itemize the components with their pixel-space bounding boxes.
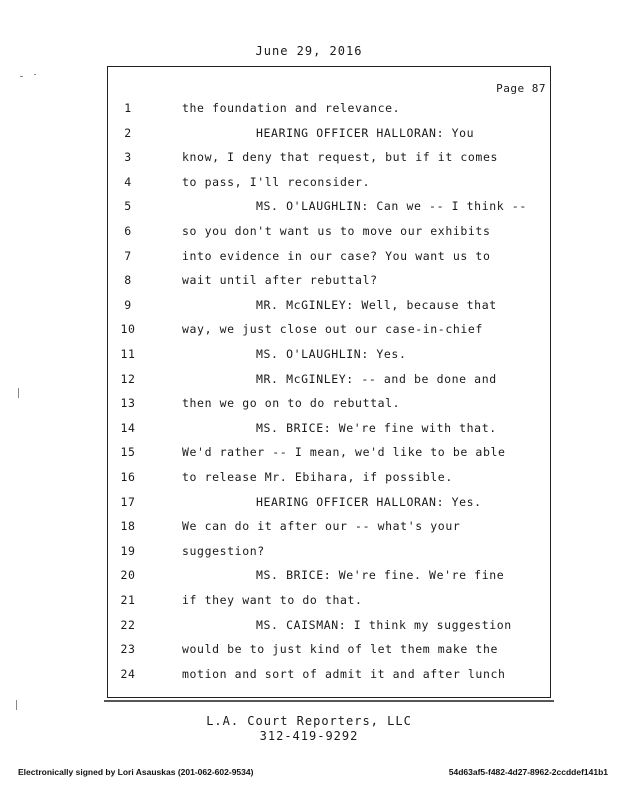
line-number: 3: [124, 150, 132, 165]
line-text: if they want to do that.: [182, 593, 363, 607]
transcript-line: [110, 199, 550, 223]
footer: [0, 714, 618, 744]
line-number: 13: [120, 396, 136, 411]
line-text: MR. McGINLEY: Well, because that: [256, 297, 497, 312]
header-date: June 29, 2016: [255, 44, 363, 58]
line-text: suggestion?: [182, 543, 265, 558]
line-number: 4: [124, 174, 132, 189]
transcript-line: [110, 642, 550, 666]
line-number: 9: [124, 297, 132, 312]
line-number: 6: [124, 224, 132, 238]
line-text: to release Mr. Ebihara, if possible.: [182, 470, 453, 484]
line-text: the foundation and relevance.: [182, 101, 401, 115]
transcript-line: [110, 470, 550, 494]
transcript-line: [110, 421, 550, 445]
transcript-line: [110, 593, 550, 617]
footer-company: L.A. Court Reporters, LLC: [206, 714, 412, 728]
transcript-line: [110, 224, 550, 248]
line-text: then we go on to do rebuttal.: [182, 396, 401, 411]
transcript-line: [110, 322, 550, 346]
line-number: 5: [124, 199, 132, 214]
line-number: 17: [120, 494, 136, 509]
transcript-line: [110, 273, 550, 297]
document-id: 54d63af5-f482-4d27-8962-2ccddef141b1: [448, 767, 608, 777]
line-text: MR. McGINLEY: -- and be done and: [256, 371, 497, 386]
line-number: 23: [120, 642, 136, 657]
line-text: so you don't want us to move our exhibits: [182, 224, 491, 238]
scan-speck: [16, 700, 17, 710]
line-text: would be to just kind of let them make the: [182, 642, 498, 657]
line-number: 24: [120, 666, 136, 681]
line-number: 10: [120, 322, 136, 337]
line-number: 15: [120, 445, 136, 460]
transcript-line: [110, 519, 550, 543]
line-text: MS. O'LAUGHLIN: Yes.: [256, 347, 407, 361]
line-number: 16: [120, 470, 136, 484]
transcript-line: [110, 249, 550, 273]
line-text: way, we just close out our case-in-chief: [182, 322, 483, 337]
transcript-line: [110, 126, 550, 150]
line-number: 8: [124, 273, 132, 288]
transcript-line: [110, 298, 550, 322]
line-text: into evidence in our case? You want us to: [182, 248, 491, 263]
transcript-line: [110, 175, 550, 199]
transcript-line: [110, 618, 550, 642]
line-text: HEARING OFFICER HALLORAN: You: [256, 125, 475, 140]
transcript-line: [110, 101, 550, 125]
e-signature-text: Electronically signed by Lori Asauskas (201-062-602-9534): [18, 767, 254, 777]
line-text: MS. BRICE: We're fine. We're fine: [256, 568, 505, 583]
page-number: Page 87: [496, 82, 546, 95]
line-text: know, I deny that request, but if it comes: [182, 150, 498, 165]
transcript-line: [110, 445, 550, 469]
line-number: 7: [124, 248, 132, 263]
transcript-line: [110, 150, 550, 174]
transcript-line: [110, 667, 550, 691]
transcript-line: [110, 544, 550, 568]
line-number: 21: [120, 593, 136, 607]
line-text: wait until after rebuttal?: [182, 273, 378, 288]
transcript-line: [110, 396, 550, 420]
scan-speck: [20, 76, 23, 77]
footer-phone: 312-419-9292: [259, 729, 359, 743]
line-number: 19: [120, 543, 136, 558]
line-text: motion and sort of admit it and after lunch: [182, 666, 506, 681]
line-number: 1: [124, 101, 132, 115]
transcript-line: [110, 372, 550, 396]
line-text: MS. BRICE: We're fine with that.: [256, 420, 497, 435]
line-text: We can do it after our -- what's your: [182, 519, 461, 534]
transcript-line: [110, 495, 550, 519]
scan-speck: [18, 388, 19, 398]
line-number: 20: [120, 568, 136, 583]
frame-bottom-rule: [104, 700, 554, 702]
line-text: to pass, I'll reconsider.: [182, 174, 371, 189]
line-number: 12: [120, 371, 136, 386]
line-text: HEARING OFFICER HALLORAN: Yes.: [256, 494, 482, 509]
line-number: 2: [124, 125, 132, 140]
line-number: 22: [120, 617, 136, 632]
line-number: 11: [120, 347, 136, 361]
scan-speck: [34, 74, 36, 75]
transcript-line: [110, 568, 550, 592]
line-text: MS. O'LAUGHLIN: Can we -- I think --: [256, 199, 527, 214]
line-text: MS. CAISMAN: I think my suggestion: [256, 617, 512, 632]
line-number: 18: [120, 519, 136, 534]
transcript-line: [110, 347, 550, 371]
line-number: 14: [120, 420, 136, 435]
line-text: We'd rather -- I mean, we'd like to be able: [182, 445, 506, 460]
